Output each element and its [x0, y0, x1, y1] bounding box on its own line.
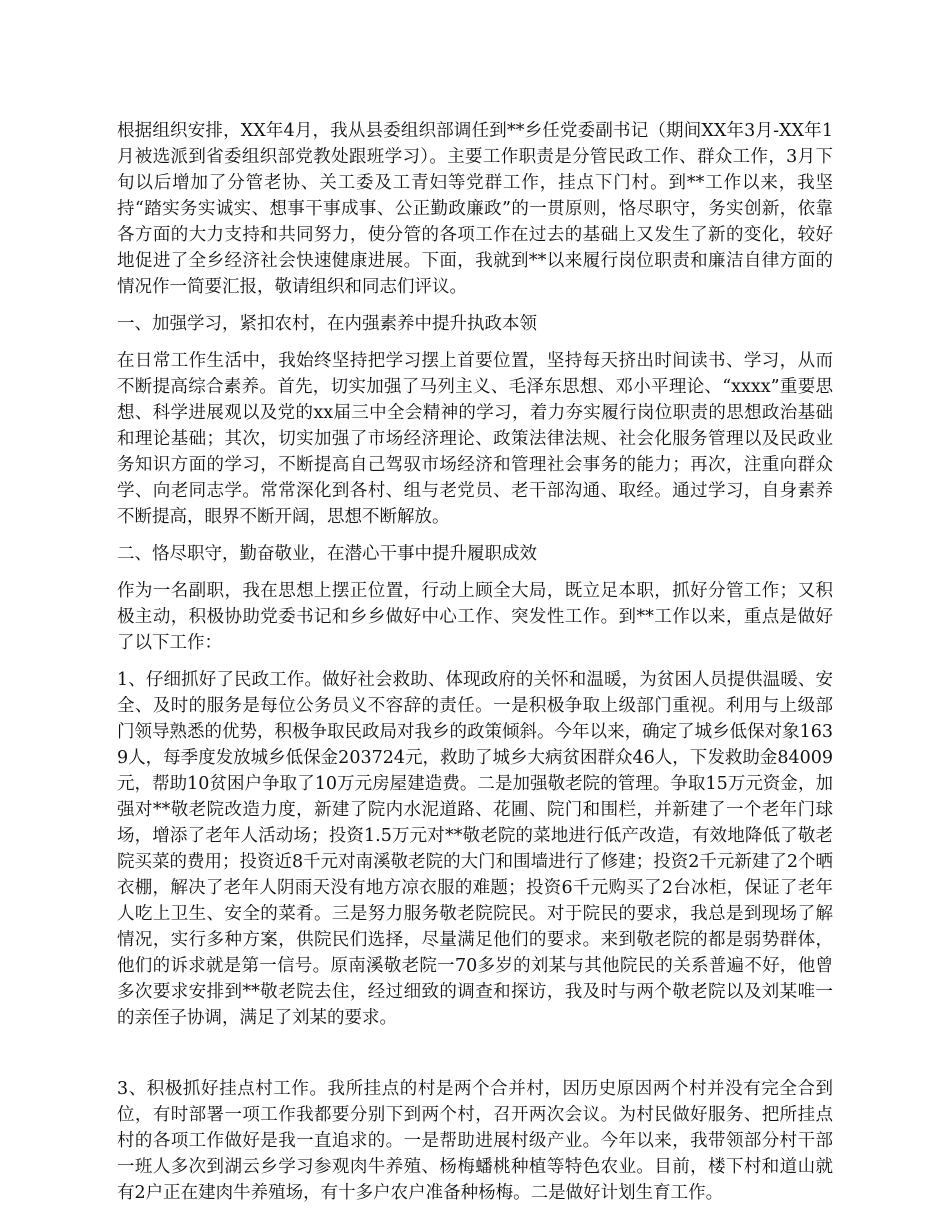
document-page — [117, 118, 833, 1217]
village-work-paragraph: 3、积极抓好挂点村工作。我所挂点的村是两个合并村，因历史原因两个村并没有完全合到位，有时部署一项工作我都要分别下到两个村，召开两次会议。为村民做好服务、把所挂点村的各项工作做好是我一直追求的。一是帮助进展村级产业。今年以来，我带领部分村干部一班人多次到湖云乡学习参观肉牛养殖、杨梅蟠桃种植等特色农业。目前，楼下村和道山就有2户正在建肉牛养殖场，有十多户农户准备种杨梅。二是做好计划生育工作。 — [117, 1079, 833, 1203]
section-heading-2: 二、恪尽职守，勤奋敬业，在潜心干事中提升履职成效 — [117, 544, 537, 564]
study-paragraph: 在日常工作生活中，我始终坚持把学习摆上首要位置，坚持每天挤出时间读书、学习，从而不断提高综合素养。首先，切实加强了马列主义、毛泽东思想、邓小平理论、“xxxx”重要思想、科学进展观以及党的xx届三中全会精神的学习，着力夯实履行岗位职责的思想政治基础和理论基础；其次，切实加强了市场经济理论、政策法律法规、社会化服务管理以及民政业务知识方面的学习，不断提高自己驾驭市场经济和管理社会事务的能力；再次，注重向群众学、向老同志学。常常深化到各村、组与老党员、老干部沟通、取经。通过学习，自身素养不断提高，眼界不断开阔，思想不断解放。 — [117, 351, 833, 527]
civil-affairs-paragraph: 1、仔细抓好了民政工作。做好社会救助、体现政府的关怀和温暖，为贫困人员提供温暖、安全、及时的服务是每位公务员义不容辞的责任。一是积极争取上级部门重视。利用与上级部门领导熟悉的优势，积极争取民政局对我乡的政策倾斜。今年以来，确定了城乡低保对象1639人，每季度发放城乡低保金203724元，救助了城乡大病贫困群众46人，下发救助金84009元，帮助10贫困户争取了10万元房屋建造费。二是加强敬老院的管理。争取15万元资金，加强对**敬老院改造力度，新建了院内水泥道路、花圃、院门和围栏，并新建了一个老年门球场，增添了老年人活动场；投资1.5万元对**敬老院的菜地进行低产改造，有效地降低了敬老院买菜的费用；投资近8千元对南溪敬老院的大门和围墙进行了修建；投资2千元新建了2个晒衣棚，解决了老年人阴雨天没有地方凉衣服的难题；投资6千元购买了2台冰柜，保证了老年人吃上卫生、安全的菜肴。三是努力服务敬老院院民。对于院民的要求，我总是到现场了解情况，实行多种方案，供院民们选择，尽量满足他们的要求。来到敬老院的都是弱势群体，他们的诉求就是第一信号。原南溪敬老院一70多岁的刘某与其他院民的关系普遍不好，他曾多次要求安排到**敬老院去住，经过细致的调查和探访，我及时与两个敬老院以及刘某唯一的亲侄子协调，满足了刘某的要求。 — [117, 670, 833, 1028]
intro-paragraph: 根据组织安排，XX年4月，我从县委组织部调任到**乡任党委副书记（期间XX年3月-XX年1月被选派到省委组织部党教处跟班学习）。主要工作职责是分管民政工作、群众工作，3月下旬以后增加了分管老协、关工委及工青妇等党群工作，挂点下门村。到**工作以来，我坚持“踏实务实诚实、想事干事成事、公正勤政廉政”的一贯原则，恪尽职守，务实创新，依靠各方面的大力支持和共同努力，使分管的各项工作在过去的基础上又发生了新的变化，较好地促进了全乡经济社会快速健康进展。下面，我就到**以来履行岗位职责和廉洁自律方面的情况作一简要汇报，敬请组织和同志们评议。 — [117, 121, 833, 297]
paragraph-gap — [117, 1042, 833, 1076]
section-heading-1: 一、加强学习，紧扣农村，在内强素养中提升执政本领 — [117, 314, 537, 334]
duty-paragraph: 作为一名副职，我在思想上摆正位置，行动上顾全大局，既立足本职，抓好分管工作；又积极主动，积极协助党委书记和乡乡做好中心工作、突发性工作。到**工作以来，重点是做好了以下工作： — [117, 581, 833, 653]
